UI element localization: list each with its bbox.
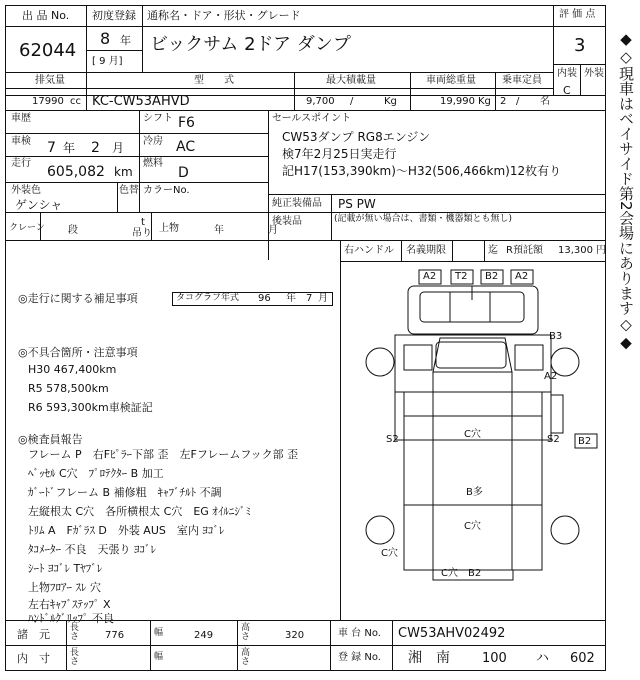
crane-hoist: 吊り <box>132 228 152 239</box>
inspection-year-unit: 年 <box>63 141 76 155</box>
diagram-mark-8: S2 <box>547 434 560 445</box>
upper-year: 年 <box>214 225 224 236</box>
fuel-label: 燃料 <box>143 158 163 169</box>
length-label: 長さ <box>70 623 80 642</box>
diagram-mark-3: B2 <box>485 271 499 282</box>
manual-label: 名義期限 <box>406 245 446 256</box>
diagram-mark-7: S2 <box>386 434 399 445</box>
diagram-mark-2: T2 <box>455 271 468 282</box>
upper-month: 月 <box>268 225 278 236</box>
recycle-unit: 円 <box>596 245 606 256</box>
tacho-year-unit: 年 <box>286 293 296 304</box>
max-load-sep: / <box>350 96 354 107</box>
inspector-line-2: ﾍﾞｯｾﾙ C穴 ﾌﾟﾛﾃｸﾀｰ B 加工 <box>28 467 164 480</box>
inspection-month-unit: 月 <box>112 141 125 155</box>
inspector-line-7: ｼｰﾄ ﾖｺﾞﾚ Tﾔﾌﾞﾚ <box>28 562 103 575</box>
width-value: 249 <box>194 630 214 641</box>
tacho-label: タコグラフ年式 <box>176 293 240 303</box>
defect-line-1: H30 467,400km <box>28 363 117 376</box>
chassis-value: CW53AHV02492 <box>398 626 506 641</box>
model-value: KC-CW53AHVD <box>92 94 190 109</box>
inspection-month: 2 <box>91 140 100 156</box>
capacity-label: 乗車定員 <box>502 75 542 86</box>
exterior-label: 外装 <box>584 68 604 79</box>
inspection-year: 7 <box>47 140 56 156</box>
first-reg-month: [ 9 月] <box>92 56 123 67</box>
diagram-mark-11: B多 <box>466 487 483 498</box>
defect-line-2: R5 578,500km <box>28 382 109 395</box>
inspector-line-8: 上物ﾌﾛｱｰ ｽﾚ 穴 <box>28 581 101 594</box>
diagram-mark-13: C穴 <box>381 548 398 559</box>
inspector-label: ◎検査員報告 <box>18 433 83 446</box>
defect-line-3: R6 593,300km車検証記 <box>28 401 153 414</box>
sales-line-1: CW53ダンプ RG8エンジン <box>282 130 431 144</box>
inspector-line-10: ﾊﾝﾄﾞﾙｸﾞﾘｯﾌﾟ 不良 <box>28 612 114 625</box>
height-value: 320 <box>285 630 305 641</box>
max-load-label: 最大積載量 <box>326 75 376 86</box>
diagram-mark-5: B3 <box>549 331 563 342</box>
inspector-line-6: ﾀｺﾒｰﾀｰ 不良 天張り ﾖｺﾞﾚ <box>28 543 156 556</box>
mileage-label: 走行 <box>11 158 31 169</box>
grade-label: 評 価 点 <box>559 9 596 20</box>
sales-label: セールスポイント <box>272 113 352 124</box>
year-unit: 年 <box>120 34 131 47</box>
grade-value: 3 <box>574 35 586 56</box>
lot-number: 62044 <box>19 40 77 61</box>
diagram-mark-9: B2 <box>578 436 592 447</box>
tacho-year: 96 <box>258 293 271 304</box>
tacho-month-unit: 月 <box>318 293 328 304</box>
diagram-mark-14: C穴 <box>441 568 458 579</box>
sales-line-3: 記H17(153,390km)～H32(506,466km)12枚有り <box>282 164 562 178</box>
diagram-mark-10: C穴 <box>464 429 481 440</box>
length-value: 776 <box>105 630 125 641</box>
defect-label: ◎不具合箇所・注意事項 <box>18 346 138 359</box>
inspection-label: 車検 <box>11 136 31 147</box>
mileage-value: 605,082 <box>47 164 105 180</box>
inspector-line-3: ｶﾞｰﾄﾞフレーム B 補修粗 ｷｬﾌﾞﾁﾙﾄ 不調 <box>28 486 222 499</box>
recycle-label: 迄 <box>488 245 498 256</box>
color-no-label: カラーNo. <box>143 185 190 196</box>
height-label: 高さ <box>241 623 251 642</box>
mileage-unit: km <box>114 165 133 179</box>
crane-label: クレーン <box>9 223 45 233</box>
diagram-mark-12: C穴 <box>464 521 481 532</box>
aftermarket-label: 後装品 <box>272 216 302 227</box>
diagram-mark-15: B2 <box>468 568 482 579</box>
first-reg-label: 初度登録 <box>92 9 136 22</box>
gross-label: 車両総重量 <box>426 75 476 86</box>
inspector-line-9: 左右ｷｬﾌﾞｽﾃｯﾌﾟ X <box>28 598 111 611</box>
spec-label: 諸 元 <box>17 628 50 641</box>
upper-label: 上物 <box>159 223 179 234</box>
in-height-label: 高さ <box>241 648 251 667</box>
reg-number: 602 <box>570 651 595 666</box>
reg-kana: ハ <box>536 651 550 666</box>
sales-line-2: 検7年2月25日実走行 <box>282 147 397 161</box>
shift-value: F6 <box>178 115 195 131</box>
displacement-label: 排気量 <box>35 75 65 86</box>
car-name: ビックサム 2ドア ダンプ <box>150 34 351 55</box>
chassis-label: 車 台 No. <box>338 628 381 639</box>
crane-stage: 段 <box>68 225 78 236</box>
ac-label: 冷房 <box>143 136 163 147</box>
max-load-unit: Kg <box>384 96 397 107</box>
fuel-value: D <box>178 165 189 181</box>
capacity-value: 2 <box>500 96 507 107</box>
interior-label: 内装 <box>557 68 577 79</box>
in-width-label: 幅 <box>154 652 164 662</box>
inspector-line-4: 左縦根太 C穴 各所横根太 C穴 EG ｵｲﾙﾆｼﾞﾐ <box>28 505 251 518</box>
shift-label: シフト <box>143 113 173 124</box>
in-length-label: 長さ <box>70 648 80 667</box>
reg-area: 湘 南 <box>408 650 450 666</box>
width-label: 幅 <box>154 628 164 638</box>
displacement-value: 17990 <box>32 96 64 107</box>
side-notice: ◆◇現車はベイサイド第2会場にあります◇◆ <box>617 30 635 352</box>
equip-label: 純正装備品 <box>272 198 322 209</box>
recycle-fee-label: R預託額 <box>506 245 543 256</box>
equip-value: PS PW <box>338 197 376 211</box>
color-change-label: 色替 <box>119 185 139 196</box>
capacity-unit: 名 <box>540 96 550 107</box>
reg-class: 100 <box>482 651 507 666</box>
steering-label: 右ハンドル <box>344 245 394 256</box>
displacement-unit: cc <box>70 96 81 107</box>
gross-value: 19,990 <box>440 96 475 107</box>
name-label: 通称名・ドア・形状・グレード <box>147 9 301 22</box>
reg-label: 登 録 No. <box>338 652 381 663</box>
inspector-line-1: フレーム P 右Fﾋﾟﾗｰ下部 歪 左Fフレームフック部 歪 <box>28 448 299 461</box>
gross-unit: Kg <box>478 96 491 107</box>
diagram-mark-4: A2 <box>515 271 529 282</box>
first-reg-year: 8 <box>100 29 111 48</box>
tacho-month: 7 <box>306 293 313 304</box>
recycle-fee: 13,300 <box>558 245 593 256</box>
supplement-label: ◎走行に関する補足事項 <box>18 292 138 305</box>
history-label: 車歴 <box>11 113 31 124</box>
interior-grade: C <box>563 84 571 97</box>
ext-color-label: 外装色 <box>11 185 41 196</box>
ac-value: AC <box>176 139 196 155</box>
inspector-line-5: ﾄﾘﾑ A Fｶﾞﾗｽ D 外装 AUS 室内 ﾖｺﾞﾚ <box>28 524 225 537</box>
diagram-mark-6: A2 <box>544 371 558 382</box>
aftermarket-note: (記載が無い場合は、書類・機器類とも無し) <box>334 214 513 224</box>
capacity-sep: / <box>516 96 520 107</box>
model-label: 型 式 <box>194 75 234 86</box>
diagram-mark-1: A2 <box>423 271 437 282</box>
max-load-value: 9,700 <box>306 96 335 107</box>
lot-label: 出 品 No. <box>22 9 70 22</box>
ext-color-value: ゲンシャ <box>15 198 63 212</box>
crane-ton: t <box>141 217 145 228</box>
inside-label: 内 寸 <box>17 652 50 665</box>
